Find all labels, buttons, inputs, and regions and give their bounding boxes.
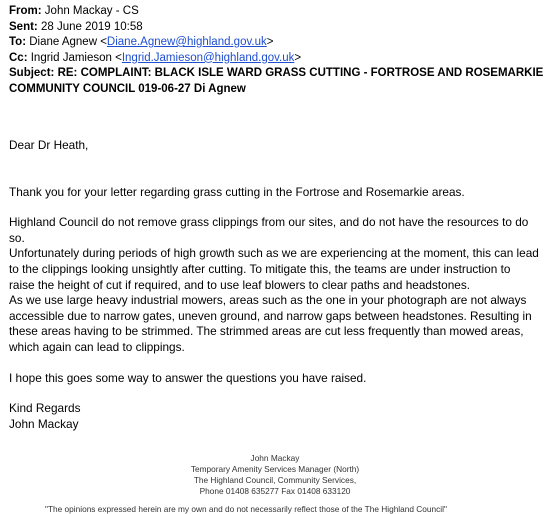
email-body [9,138,547,432]
paragraph-2-line-7: these areas having to be strimmed. The strimmed areas are cut less frequently than mowed areas, [9,324,524,339]
cc-row [9,51,544,67]
paragraph-2-line-1: Highland Council do not remove grass clippings from our sites, and do not have the resources to do so. [9,215,529,245]
paragraph-2-line-5: As we use large heavy industrial mowers, areas such as the one in your photograph are not always [9,293,527,308]
sent-row [9,20,544,36]
paragraph-2-line-3: to the clippings looking unsightly after cutting. To mitigate this, the teams are under instruction to [9,261,511,276]
cc-label: Cc: [9,51,28,64]
sent-value: 28 June 2019 10:58 [40,20,143,33]
cc-close: > [294,51,302,64]
subject-row [9,66,544,97]
signature-phone: Phone 01408 635277 Fax 01408 633120 [199,486,351,496]
closing-regards: Kind Regards [9,401,81,416]
paragraph-2-line-8: which again can lead to clippings. [9,339,185,354]
paragraph-2-line-2: Unfortunately during periods of high growth such as we are experiencing at the moment, this can lead [9,246,539,261]
cc-name: Ingrid Jamieson < [30,51,122,64]
paragraph-2-line-4: raise the height of cut if required, and to use leaf blowers to clear paths and headstones. [9,277,471,292]
greeting: Dear Dr Heath, [9,138,89,152]
cc-email-link[interactable]: Ingrid.Jamieson@highland.gov.uk [121,51,295,64]
paragraph-1: Thank you for your letter regarding grass cutting in the Fortrose and Rosemarkie areas. [9,184,465,199]
subject-line-2: COMMUNITY COUNCIL 019-06-27 Di Agnew [9,82,246,95]
sent-label: Sent: [9,20,38,33]
paragraph-2 [9,215,547,355]
paragraph-3: I hope this goes some way to answer the questions you have raised. [9,370,367,385]
from-row [9,4,544,20]
paragraph-2-line-6: accessible due to narrow gates, uneven ground, and narrow gaps between headstones. Resulting in [9,308,532,323]
from-value: John Mackay - CS [44,5,139,17]
to-email-link[interactable]: Diane.Agnew@highland.gov.uk [106,36,267,48]
signature-title: Temporary Amenity Services Manager (North) [190,464,360,474]
signature-disclaimer: "The opinions expressed herein are my own and do not necessarily reflect those of the The Highland Council" [45,504,447,514]
subject-label: Subject: [9,67,55,79]
signature-org: The Highland Council, Community Services, [193,475,357,485]
to-label: To: [9,36,27,48]
closing-name: John Mackay [9,416,79,431]
subject-line-1: RE: COMPLAINT: BLACK ISLE WARD GRASS CUTTING - FORTROSE AND ROSEMARKIE [57,67,544,79]
from-label: From: [9,5,42,17]
to-close: > [266,36,274,48]
email-header [9,4,544,97]
signature-name: John Mackay [250,453,300,463]
to-name: Diane Agnew < [29,36,107,48]
to-row [9,35,544,51]
